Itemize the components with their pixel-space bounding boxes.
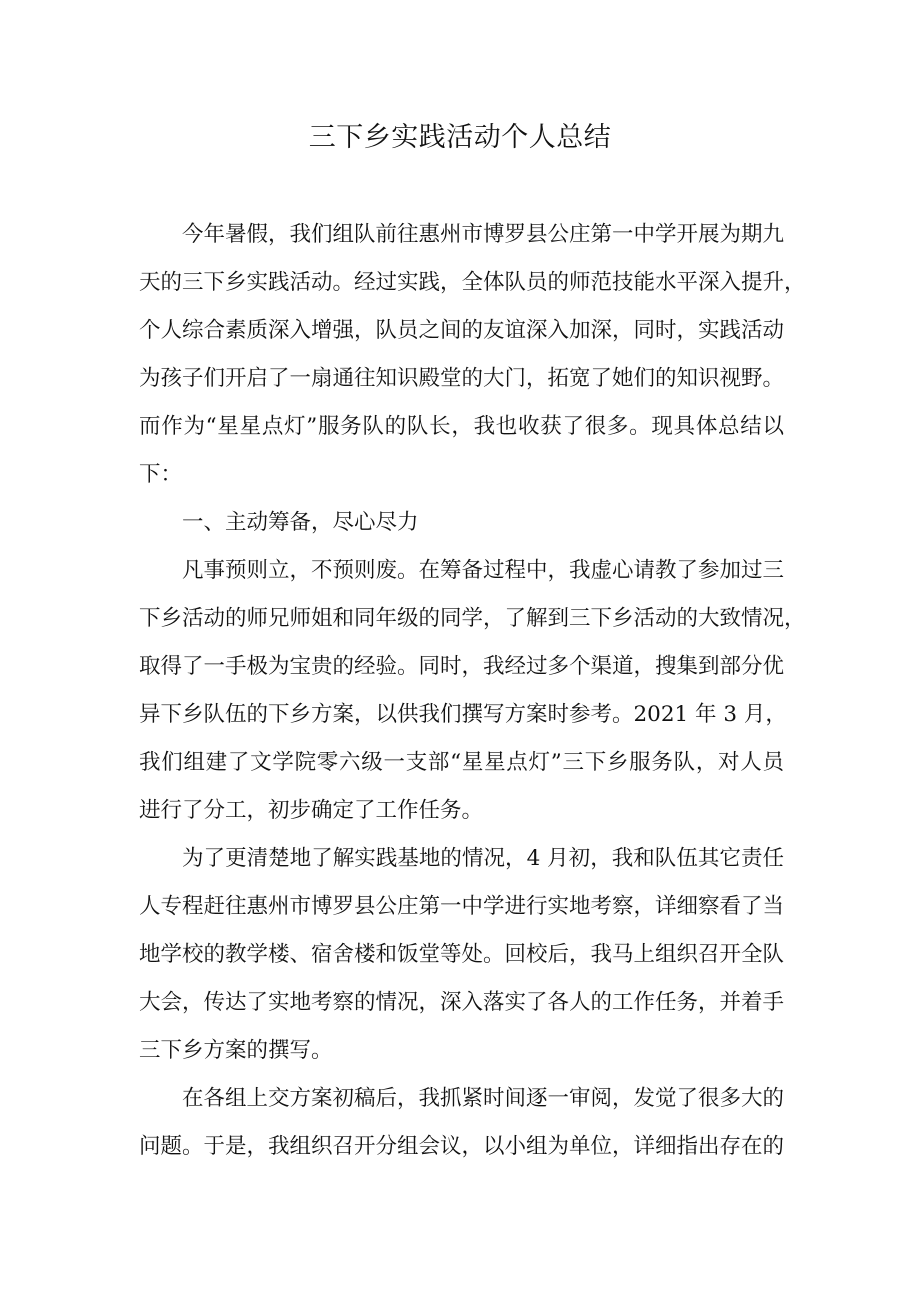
paragraph-line: 在各组上交方案初稿后，我抓紧时间逐一审阅，发觉了很多大的 <box>182 1086 785 1111</box>
document-title: 三下乡实践活动个人总结 <box>308 122 612 153</box>
paragraph-line: 进行了分工，初步确定了工作任务。 <box>139 798 484 823</box>
paragraph-line: 三下乡方案的撰写。 <box>139 1038 333 1063</box>
paragraph-line: 我们组建了文学院零六级一支部“星星点灯”三下乡服务队，对人员 <box>139 750 784 775</box>
paragraph-line: 人专程赶往惠州市博罗县公庄第一中学进行实地考察，详细察看了当 <box>139 894 785 919</box>
paragraph-line: 个人综合素质深入增强，队员之间的友谊深入加深，同时，实践活动 <box>139 318 785 343</box>
paragraph-line: 为孩子们开启了一扇通往知识殿堂的大门，拓宽了她们的知识视野。 <box>139 366 785 391</box>
paragraph-line: 而作为“星星点灯”服务队的队长，我也收获了很多。现具体总结以 <box>139 414 784 439</box>
paragraph-line: 今年暑假，我们组队前往惠州市博罗县公庄第一中学开展为期九 <box>182 222 785 247</box>
paragraph-line: 地学校的教学楼、宿舍楼和饭堂等处。回校后，我马上组织召开全队 <box>139 942 785 967</box>
paragraph-line: 为了更清楚地了解实践基地的情况，4 月初，我和队伍其它责任 <box>182 846 784 871</box>
paragraph-line: 问题。于是，我组织召开分组会议，以小组为单位，详细指出存在的 <box>139 1134 785 1159</box>
paragraph-line: 异下乡队伍的下乡方案，以供我们撰写方案时参考。2021 年 3 月， <box>139 702 787 727</box>
paragraph-line: 下乡活动的师兄师姐和同年级的同学，了解到三下乡活动的大致情况， <box>139 606 806 631</box>
paragraph-line: 凡事预则立，不预则废。在筹备过程中，我虚心请教了参加过三 <box>182 558 785 583</box>
section-heading: 一、主动筹备，尽心尽力 <box>182 510 419 535</box>
paragraph-line: 大会，传达了实地考察的情况，深入落实了各人的工作任务，并着手 <box>139 990 785 1015</box>
paragraph-line: 取得了一手极为宝贵的经验。同时，我经过多个渠道，搜集到部分优 <box>139 654 785 679</box>
paragraph-line: 下： <box>139 462 183 487</box>
paragraph-line: 天的三下乡实践活动。经过实践，全体队员的师范技能水平深入提升， <box>139 270 806 295</box>
